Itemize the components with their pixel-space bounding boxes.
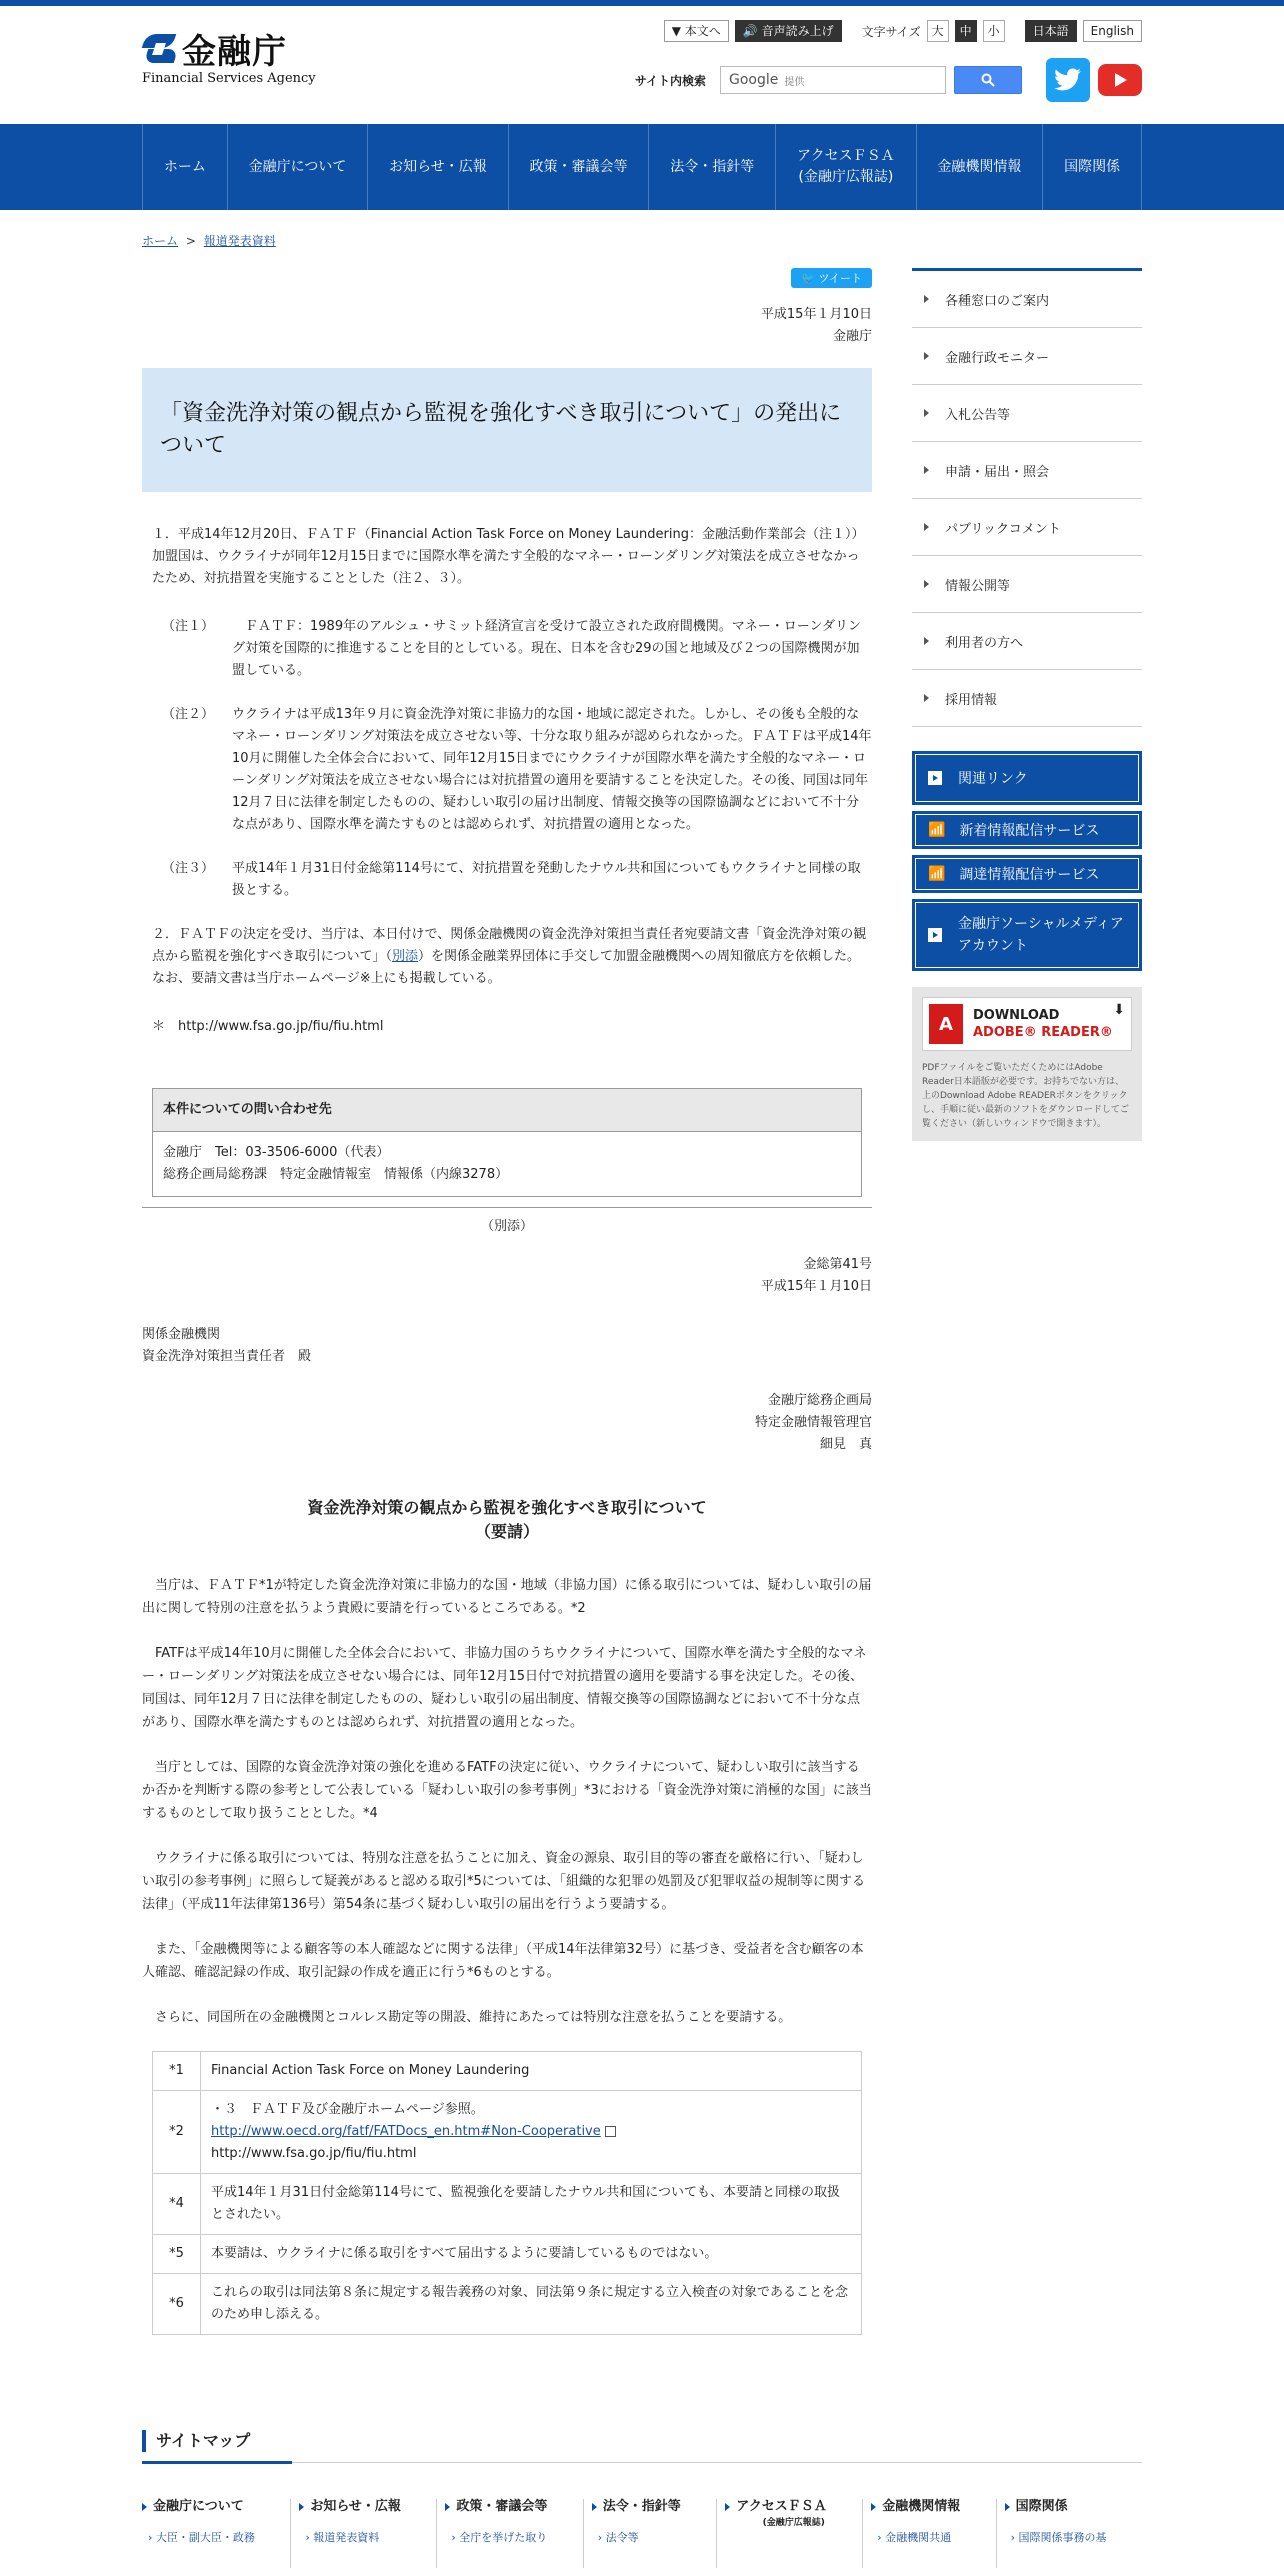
annex-sender-3: 細見 真 (819, 1437, 872, 1452)
logo-english-text: Financial Services Agency (142, 71, 316, 86)
article-date: 平成15年１月10日 (760, 307, 872, 322)
adobe-reader-download-button[interactable]: A DOWNLOAD ADOBE® READER® ⬇ (922, 997, 1132, 1051)
annex-sender-1: 金融庁総務企画局 (767, 1393, 872, 1408)
note-1: （注１） ＦＡＴＦ：1989年のアルシュ・サミット経済宣言を受けて設立された政府間機関。マネー・ローンダリング対策を国際的に推進することを目的としている。現在、日本を含む29の国と地域及び２つの国際機関が加盟している。 (162, 619, 861, 678)
sidebar-menu (912, 268, 1142, 727)
font-size-label: 文字サイズ (861, 24, 921, 39)
wifi-icon: 📶 (928, 822, 946, 838)
sidebar-item-monitor[interactable]: 金融行政モニター (912, 328, 1142, 385)
google-label: Google (729, 72, 779, 88)
chevron-right-icon (924, 295, 929, 303)
google-provided-label: 提供 (784, 76, 805, 88)
nav-access-fsa[interactable]: アクセスＦＳＡ (金融庁広報誌) (776, 124, 916, 210)
lang-japanese-button[interactable]: 日本語 (1025, 20, 1077, 42)
annex-date: 平成15年１月10日 (760, 1279, 872, 1294)
arrow-square-icon (928, 771, 942, 785)
breadcrumb (142, 232, 280, 249)
contact-title: 本件についての問い合わせ先 (153, 1089, 861, 1132)
site-search-label: サイト内検索 (634, 73, 706, 88)
chevron-right-icon (924, 637, 929, 645)
paragraph-1: １．平成14年12月20日、ＦＡＴＦ（Financial Action Task Force on Money Laundering：金融活動作業部会（注１））加盟国は、ウクライナが同年12月15日までに国際水準を満たす全般的なマネー・ローンダリング対策法を成立させなかったため、対抗措置を実施することとした（注２、３）。 (152, 527, 865, 586)
site-search-input[interactable] (720, 66, 946, 94)
lang-english-button[interactable]: English (1083, 20, 1142, 42)
contact-phone: 金融庁 Tel：03-3506-6000（代表） (163, 1145, 390, 1160)
article-dateline (761, 304, 872, 348)
fsa-logo[interactable] (142, 24, 316, 86)
header-utility-row (664, 20, 1142, 42)
request-paragraph: 当庁としては、国際的な資金洗浄対策の強化を進めるFATFの決定に従い、ウクライナについて、疑わしい取引に該当するか否かを判断する際の参考として公表している「疑わしい取引の参考事例」*3における「資金洗浄対策に消極的な国」に該当するものとして取り扱うこととした。*4 (142, 1760, 872, 1821)
news-feed-service-button[interactable]: 📶 新着情報配信サービス (912, 811, 1142, 849)
note-2: （注２） ウクライナは平成13年９月に資金洗浄対策に非協力的な国・地域に認定された。しかし、その後も全般的なマネー・ローンダリング対策法を成立させない等、十分な取り組みが認められなかった。ＦＡＴＦは平成14年10月に開催した全体会合において、同年12月15日までにウクライナが国際水準を満たす全般的なマネー・ローンダリング対策法を成立させない場合には対抗措置の適用を要請することを決定した。その後、同国は同年12月７日に法律を制定したものの、疑わしい取引の届け出制度、情報交換等の国際協調などにおいて不十分な点があり、国際水準を満たすものとは認められず、対抗措置の適用となった。 (162, 707, 872, 832)
wifi-icon: 📶 (928, 866, 946, 882)
table-row: *2 ・３ ＦＡＴＦ及び金融庁ホームページ参照。 http://www.oecd.org/fatf/FATDocs_en.htm#Non-Cooperative http://www.fsa.go.jp/fiu/fiu.html (153, 2091, 862, 2174)
annex-sender-2: 特定金融情報管理官 (754, 1415, 872, 1430)
header-search-row (635, 58, 1142, 102)
procurement-feed-service-button[interactable]: 📶 調達情報配信サービス (912, 855, 1142, 893)
sitemap-col-laws: 法令・指針等 › 法令等 (583, 2499, 716, 2568)
related-links-button[interactable]: 関連リンク (912, 751, 1142, 805)
tweet-button[interactable]: 🐦 ツイート (791, 268, 872, 288)
nav-about-fsa[interactable]: 金融庁について (228, 124, 369, 210)
arrow-square-icon (928, 928, 942, 942)
annex-number: 金総第41号 (803, 1257, 872, 1272)
nav-laws[interactable]: 法令・指針等 (649, 124, 776, 210)
skip-to-body-button[interactable]: ▼ 本文へ (664, 20, 729, 42)
sitemap-columns (142, 2499, 1142, 2568)
paragraph-2: ２．ＦＡＴＦの決定を受け、当庁は、本日付けで、関係金融機関の資金洗浄対策担当責任者宛要請文書「資金洗浄対策の観点から監視を強化すべき取引について」（別添）を関係金融業界団体に手交して加盟金融機関への周知徹底方を依頼した。なお、要請文書は当庁ホームページ※上にも掲載している。 (152, 927, 867, 986)
site-footer (142, 2430, 1142, 2568)
font-size-medium-button[interactable]: 中 (955, 20, 977, 42)
annex-recipient-2: 資金洗浄対策担当責任者 殿 (142, 1349, 312, 1364)
font-size-large-button[interactable]: 大 (927, 20, 949, 42)
section-divider (142, 1207, 872, 1208)
annex-label: （別添） (480, 1219, 533, 1234)
table-row: *1 Financial Action Task Force on Money Laundering (153, 2052, 862, 2091)
sidebar-item-disclosure[interactable]: 情報公開等 (912, 556, 1142, 613)
request-paragraph: また、「金融機関等による顧客等の本人確認などに関する法律」（平成14年法律第32号）に基づき、受益者を含む顧客の本人確認、確認記録の作成、取引記録の作成を適正に行う*6ものとする。 (142, 1942, 864, 1980)
contact-department: 総務企画局総務課 特定金融情報室 情報係（内線3278） (163, 1167, 509, 1182)
sitemap-title: サイトマップ (142, 2430, 1142, 2452)
logo-japanese-text: 金融庁 (182, 32, 287, 72)
table-row: *5 本要請は、ウクライナに係る取引をすべて届出するように要請しているものではない。 (153, 2235, 862, 2274)
annex-recipient-1: 関係金融機関 (142, 1327, 221, 1342)
twitter-icon[interactable] (1046, 58, 1090, 102)
nav-international[interactable]: 国際関係 (1043, 124, 1142, 210)
contact-box (152, 1088, 862, 1197)
url-note: ＊ http://www.fsa.go.jp/fiu/fiu.html (152, 1019, 384, 1034)
request-paragraph: さらに、同国所在の金融機関とコルレス勘定等の開設、維持にあたっては特別な注意を払うことを要請する。 (155, 2010, 792, 2025)
sitemap-col-international: 国際関係 › 国際関係事務の基 (996, 2499, 1142, 2568)
oecd-fatf-link[interactable]: http://www.oecd.org/fatf/FATDocs_en.htm#Non-Cooperative (211, 2124, 601, 2139)
sidebar-item-recruit[interactable]: 採用情報 (912, 670, 1142, 727)
nav-home[interactable]: ホーム (143, 124, 228, 210)
footnotes-table (152, 2051, 862, 2335)
sidebar-item-bids[interactable]: 入札公告等 (912, 385, 1142, 442)
sitemap-col-about: 金融庁について › 大臣・副大臣・政務 (142, 2499, 290, 2568)
request-paragraph: FATFは平成14年10月に開催した全体会合において、非協力国のうちウクライナについて、国際水準を満たす全般的なマネー・ローンダリング対策法を成立させない場合には、同年12月15日付で対抗措置の適用を要請する事を決定した。その後、同国は、同年12月７日に法律を制定したものの、疑わしい取引の届出制度、情報交換等の国際協調などにおいて不十分な点があり、国際水準を満たすものとは認められず、対抗措置の適用となった。 (142, 1646, 867, 1730)
sitemap-col-policy: 政策・審議会等 › 全庁を挙げた取り (436, 2499, 582, 2568)
breadcrumb-press-release-link[interactable]: 報道発表資料 (203, 234, 276, 248)
page-title: 「資金洗浄対策の観点から監視を強化すべき取引について」の発出について (142, 368, 872, 492)
breadcrumb-home-link[interactable]: ホーム (142, 234, 179, 248)
chevron-right-icon (924, 523, 929, 531)
adobe-logo-icon: A (929, 1004, 963, 1044)
font-size-small-button[interactable]: 小 (983, 20, 1005, 42)
table-row: *4 平成14年１月31日付金総第114号にて、監視強化を要請したナウル共和国についても、本要請と同様の取扱とされたい。 (153, 2174, 862, 2235)
chevron-right-icon (924, 694, 929, 702)
chevron-right-icon (924, 352, 929, 360)
adobe-reader-box (912, 987, 1142, 1141)
sidebar-item-contact-windows[interactable]: 各種窓口のご案内 (912, 271, 1142, 328)
chevron-right-icon (924, 409, 929, 417)
note-3: （注３） 平成14年１月31日付金総第114号にて、対抗措置を発動したナウル共和国についてもウクライナと同様の取扱とする。 (162, 861, 861, 898)
sitemap-rule (142, 2462, 1142, 2463)
nav-policy[interactable]: 政策・審議会等 (509, 124, 650, 210)
global-navigation (0, 124, 1284, 210)
search-button[interactable] (954, 66, 1022, 94)
read-aloud-button[interactable]: 🔊 音声読み上げ (735, 20, 842, 42)
annex-link[interactable]: 別添 (391, 949, 418, 964)
sitemap-col-access-fsa: アクセスＦＳＡ (金融庁広報誌) (716, 2499, 862, 2568)
search-icon (981, 73, 995, 87)
sidebar-item-public-comment[interactable]: パブリックコメント (912, 499, 1142, 556)
external-link-icon (605, 2126, 616, 2137)
nav-news[interactable]: お知らせ・広報 (368, 124, 508, 210)
article-issuer: 金融庁 (832, 329, 872, 344)
download-arrow-icon: ⬇ (1113, 1002, 1125, 1018)
chevron-right-icon (924, 580, 929, 588)
site-header (142, 6, 1142, 124)
table-row: *6 これらの取引は同法第８条に規定する報告義務の対象、同法第９条に規定する立入検査の対象であることを念のため申し添える。 (153, 2274, 862, 2335)
sitemap-col-news: お知らせ・広報 › 報道発表資料 (290, 2499, 436, 2568)
breadcrumb-separator: > (185, 234, 196, 248)
request-paragraph: ウクライナに係る取引については、特別な注意を払うことに加え、資金の源泉、取引目的等の審査を厳格に行い、「疑わしい取引の参考事例」に照らして疑義があると認める取引*5については、「組織的な犯罪の処罰及び犯罪収益の規制等に関する法律」（平成11年法律第136号）第54条に基づく疑わしい取引の届出を行うよう要請する。 (142, 1851, 866, 1912)
request-paragraph: 当庁は、ＦＡＴＦ*1が特定した資金洗浄対策に非協力的な国・地域（非協力国）に係る取引については、疑わしい取引の届出に関して特別の注意を払うよう貴殿に要請を行っているところである。*2 (142, 1578, 872, 1616)
chevron-right-icon (924, 466, 929, 474)
sidebar (912, 268, 1142, 1141)
sidebar-item-users[interactable]: 利用者の方へ (912, 613, 1142, 670)
sidebar-item-applications[interactable]: 申請・届出・照会 (912, 442, 1142, 499)
adobe-reader-note: PDFファイルをご覧いただくためにはAdobe Reader日本語版が必要です。お持ちでない方は、上のDownload Adobe READERボタンをクリックし、手順に従い最新のソフトをダウンロードしてご覧ください（新しいウィンドウで開きます）。 (922, 1063, 1129, 1129)
fsa-logo-mark-icon (142, 31, 178, 67)
request-title: 資金洗浄対策の観点から監視を強化すべき取引について （要請） (307, 1498, 707, 1541)
article-body (142, 524, 872, 2335)
social-media-button[interactable]: 金融庁ソーシャルメディアアカウント (912, 899, 1142, 971)
youtube-icon[interactable] (1098, 58, 1142, 102)
sitemap-col-institutions: 金融機関情報 › 金融機関共通 (862, 2499, 995, 2568)
nav-financial-institutions[interactable]: 金融機関情報 (917, 124, 1044, 210)
